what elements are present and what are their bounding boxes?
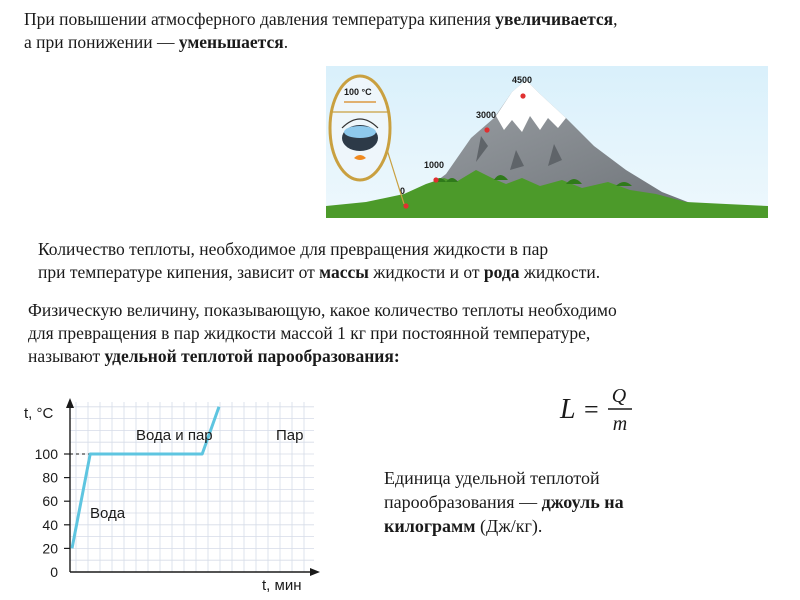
label-water-and-steam: Вода и пар xyxy=(136,427,213,444)
intro-line2-text: а при понижении — xyxy=(24,32,179,52)
definition-term: удельной теплотой парообразования: xyxy=(104,346,400,366)
formula xyxy=(556,382,646,438)
unit-abbreviation: (Дж/кг). xyxy=(475,516,543,536)
heat-line1: Количество теплоты, необходимое для превращения жидкости в пар xyxy=(38,239,549,259)
definition-line2: для превращения в пар жидкости массой 1 кг при постоянной температуре, xyxy=(28,323,591,343)
unit-line2-text: парообразования — xyxy=(384,492,542,512)
y-tick-label: 40 xyxy=(42,516,58,533)
intro-decreases: уменьшается xyxy=(178,32,284,52)
y-axis-arrow xyxy=(66,398,74,408)
heat-line2-end: жидкости. xyxy=(519,262,601,282)
label-steam: Пар xyxy=(276,427,304,444)
heat-line2-text: при температуре кипения, зависит от xyxy=(38,262,320,282)
altitude-marker-3000 xyxy=(484,127,489,132)
altitude-label: 0 xyxy=(400,186,406,196)
y-tick-label: 60 xyxy=(42,493,58,510)
unit-text xyxy=(384,466,684,538)
y-axis-label: t, °C xyxy=(24,405,54,422)
callout-temperature: 100 °C xyxy=(344,87,372,97)
heat-mass: массы xyxy=(319,262,369,282)
y-tick-label: 20 xyxy=(42,540,58,557)
y-tick-label: 80 xyxy=(42,469,58,486)
heat-kind: рода xyxy=(483,262,520,282)
mountain-illustration xyxy=(326,66,768,218)
x-axis-label: t, мин xyxy=(262,577,302,594)
altitude-marker-4500 xyxy=(520,93,525,98)
intro-line1-end: , xyxy=(613,9,618,29)
unit-kilogram: килограмм xyxy=(384,516,476,536)
unit-line1: Единица удельной теплотой xyxy=(384,468,600,488)
unit-joule-per: джоуль на xyxy=(541,492,624,512)
label-water: Вода xyxy=(90,505,126,522)
boiling-graph xyxy=(18,394,330,600)
altitude-label: 4500 xyxy=(512,75,533,85)
definition-text xyxy=(28,299,788,368)
altitude-marker-1000 xyxy=(433,177,438,182)
altitude-marker-0 xyxy=(403,203,408,208)
heat-line2-text2: жидкости и от xyxy=(368,262,484,282)
y-tick-label: 100 xyxy=(34,446,58,462)
y-tick-label: 0 xyxy=(50,564,58,580)
definition-line3-text: называют xyxy=(28,346,105,366)
altitude-label: 3000 xyxy=(476,110,497,120)
heat-text xyxy=(38,238,778,284)
formula-numerator: Q xyxy=(611,385,627,407)
intro-line2-end: . xyxy=(283,32,289,52)
x-axis-arrow xyxy=(310,568,320,576)
intro-text xyxy=(24,8,784,54)
formula-eq: = xyxy=(584,395,599,424)
altitude-label: 1000 xyxy=(424,160,445,170)
formula-lhs: L xyxy=(560,394,576,425)
intro-line1-text: При повышении атмосферного давления температура кипения xyxy=(24,9,496,29)
intro-increases: увеличивается xyxy=(495,9,614,29)
formula-denominator: m xyxy=(612,413,628,435)
definition-line1: Физическую величину, показывающую, какое количество теплоты необходимо xyxy=(28,300,617,320)
